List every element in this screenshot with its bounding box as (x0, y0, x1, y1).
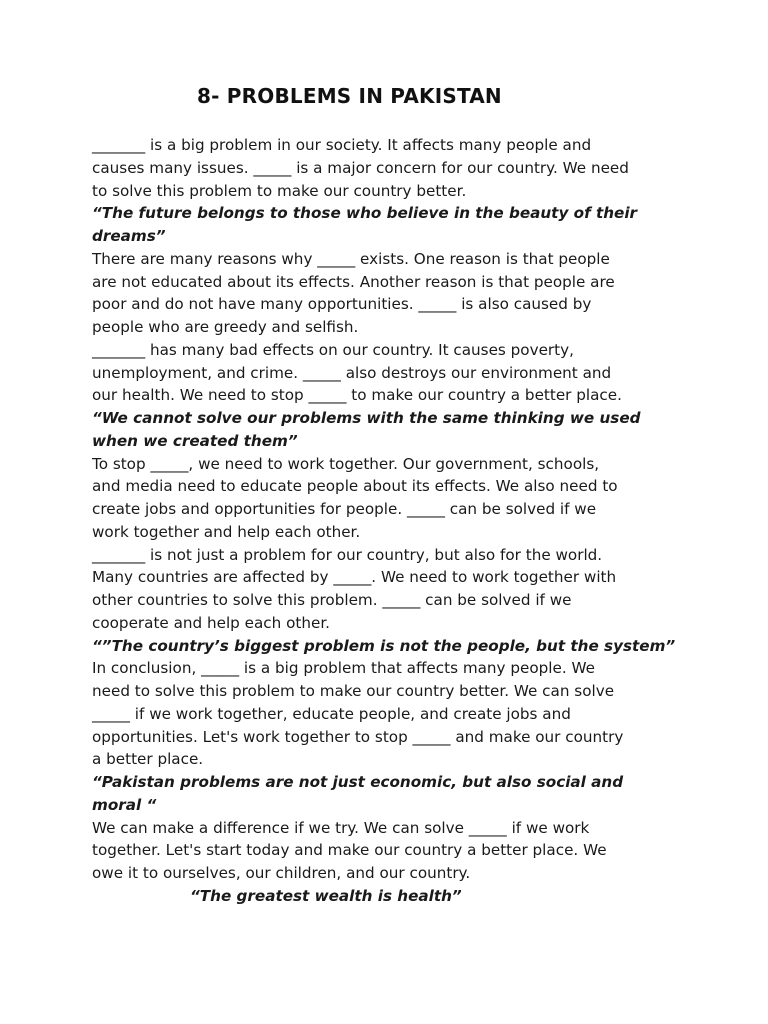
paragraph-line: to solve this problem to make our country better. (92, 181, 467, 200)
paragraph-line: We can make a difference if we try. We can solve _____ if we work (92, 818, 590, 837)
quote-line: “”The country’s biggest problem is not the people, but the system” (92, 636, 676, 655)
paragraph-line: owe it to ourselves, our children, and our country. (92, 864, 471, 882)
paragraph-line: are not educated about its effects. Another reason is that people are (92, 272, 615, 291)
page-title: 8- PROBLEMS IN PAKISTAN (197, 84, 502, 108)
paragraph-line: cooperate and help each other. (92, 613, 331, 632)
quote-line: “Pakistan problems are not just economic, but also social and (92, 773, 624, 791)
paragraph-line: other countries to solve this problem. _____ can be solved if we (92, 591, 572, 609)
quote-line: dreams” (92, 227, 166, 245)
paragraph-line: a better place. (92, 750, 204, 769)
paragraph-line: _______ is not just a problem for our country, but also for the world. (92, 545, 603, 564)
paragraph-line: people who are greedy and selfish. (92, 318, 359, 336)
quote-line: moral “ (92, 795, 157, 814)
paragraph-line: need to solve this problem to make our country better. We can solve (92, 682, 615, 700)
paragraph-line: opportunities. Let's work together to stop _____ and make our country (92, 727, 624, 746)
paragraph-line: _______ is a big problem in our society. It affects many people and (92, 136, 592, 154)
paragraph-line: To stop _____, we need to work together. Our government, schools, (92, 454, 600, 473)
paragraph-line: create jobs and opportunities for people. _____ can be solved if we (92, 500, 597, 518)
quote-line: “We cannot solve our problems with the same thinking we used (92, 409, 641, 427)
paragraph-line: and media need to educate people about its effects. We also need to (92, 477, 618, 496)
paragraph-line: our health. We need to stop _____ to make our country a better place. (92, 386, 622, 405)
paragraph-line: causes many issues. _____ is a major concern for our country. We need (92, 158, 629, 177)
paragraph-line: unemployment, and crime. _____ also destroys our environment and (92, 363, 612, 382)
quote-line: “The future belongs to those who believe in the beauty of their (92, 204, 638, 223)
paragraph-line: _____ if we work together, educate people, and create jobs and (92, 704, 571, 723)
document-body (92, 134, 692, 908)
paragraph-line: _______ has many bad effects on our country. It causes poverty, (92, 340, 574, 359)
paragraph-line: In conclusion, _____ is a big problem that affects many people. We (92, 659, 595, 678)
paragraph-line: together. Let's start today and make our country a better place. We (92, 841, 607, 860)
paragraph-line: There are many reasons why _____ exists. One reason is that people (92, 249, 610, 268)
paragraph-line: Many countries are affected by _____. We need to work together with (92, 568, 617, 587)
quote-line: when we created them” (92, 431, 298, 450)
paragraph-line: poor and do not have many opportunities. _____ is also caused by (92, 295, 592, 314)
paragraph-line: work together and help each other. (92, 522, 361, 541)
closing-quote-line: “The greatest wealth is health” (190, 886, 462, 905)
